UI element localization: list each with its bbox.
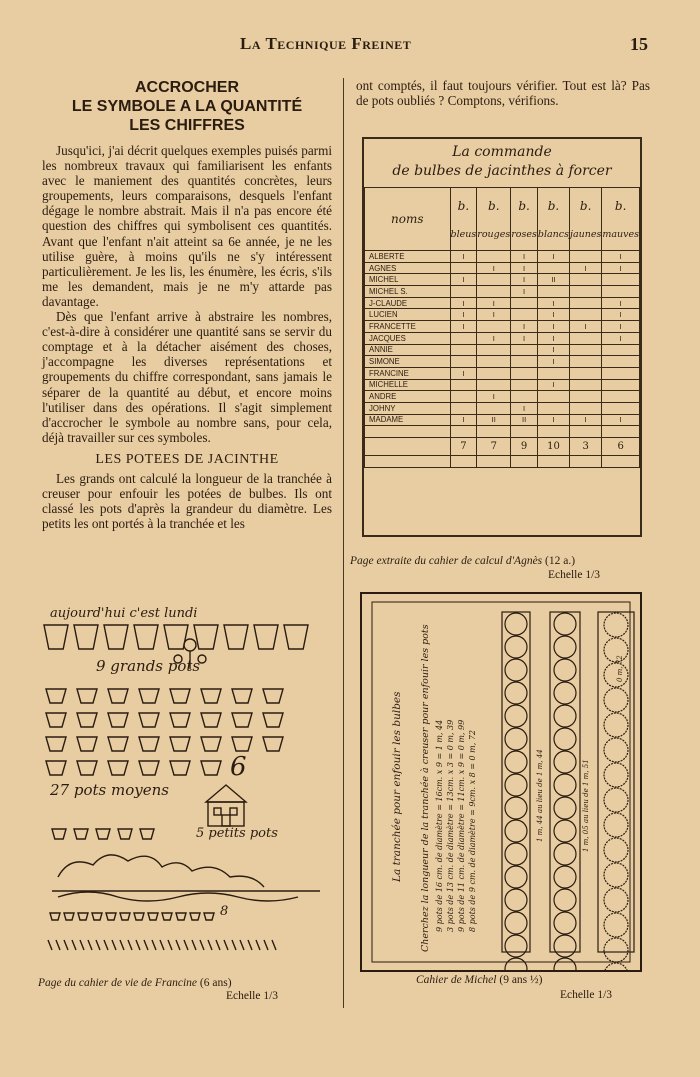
pot-circle — [505, 843, 527, 865]
pot-drawing — [201, 689, 221, 703]
tally-cell — [477, 344, 511, 356]
pot-drawing — [74, 625, 98, 649]
tally-cell: I — [537, 332, 569, 344]
tally-cell — [477, 379, 511, 391]
empty-cell — [602, 426, 640, 438]
tally-cell — [511, 297, 538, 309]
pot-drawing — [118, 829, 132, 839]
pot-drawing — [263, 689, 283, 703]
table-row — [365, 391, 640, 403]
tally-cell — [602, 379, 640, 391]
pot-drawing — [263, 713, 283, 727]
tally-cell — [602, 402, 640, 414]
pot-drawing — [104, 625, 128, 649]
table-header-row — [365, 188, 640, 251]
table-row — [365, 356, 640, 368]
table-row — [365, 286, 640, 298]
empty-cell — [570, 426, 602, 438]
pot-circle — [554, 889, 576, 911]
tally-cell — [570, 379, 602, 391]
michel-vertical-title: La tranchée pour enfouir les bulbes — [391, 691, 403, 882]
tally-cell — [477, 356, 511, 368]
tally-cell — [511, 344, 538, 356]
tally-cell — [511, 367, 538, 379]
drawing-text: 8 — [220, 904, 229, 919]
tally-cell — [570, 356, 602, 368]
table-row — [365, 309, 640, 321]
tally-cell: I — [570, 414, 602, 426]
pot-drawing — [254, 625, 278, 649]
pot-circle — [604, 838, 628, 862]
pot-circle — [505, 613, 527, 635]
pot-circle — [604, 763, 628, 787]
tally-cell — [537, 262, 569, 274]
pot-drawing — [44, 625, 68, 649]
pot-circle — [554, 659, 576, 681]
student-name: MICHEL — [365, 274, 451, 286]
tally-cell: I — [477, 332, 511, 344]
pot-drawing — [194, 625, 218, 649]
pot-circle — [604, 738, 628, 762]
left-column — [42, 78, 332, 531]
tally-cell: I — [450, 367, 477, 379]
strip-label: 1 m, 05 au lieu de 1 m, 51 — [582, 759, 590, 852]
tally-cell: I — [477, 391, 511, 403]
tally-cell — [537, 391, 569, 403]
pot-drawing — [46, 761, 66, 775]
paragraph-continued: ont comptés, il faut toujours vérifier. Tout est là? Pas de pots oubliés ? Comptons, vérifions. — [356, 78, 650, 108]
pot-drawing — [201, 737, 221, 751]
student-name: FRANCETTE — [365, 321, 451, 333]
michel-vertical-text: Cherchez la longueur de la tranchée à creuser pour enfouir les pots — [420, 624, 431, 952]
pot-drawing — [52, 829, 66, 839]
subheading: LES POTEES DE JACINTHE — [95, 451, 279, 467]
tally-cell — [450, 356, 477, 368]
francine-drawing — [38, 597, 338, 962]
tally-cell — [511, 309, 538, 321]
pot-circle — [505, 636, 527, 658]
tally-cell: I — [511, 286, 538, 298]
pot-drawing — [162, 913, 172, 920]
pot-drawing — [50, 913, 60, 920]
pot-drawing — [139, 761, 159, 775]
drawing-text: 27 pots moyens — [50, 781, 169, 799]
pot-drawing — [170, 737, 190, 751]
empty-cell — [477, 456, 511, 468]
pot-drawing — [284, 625, 308, 649]
pot-drawing — [77, 761, 97, 775]
tally-cell — [450, 402, 477, 414]
pot-circle — [604, 913, 628, 937]
student-name: MICHEL S. — [365, 286, 451, 298]
tally-cell: I — [511, 402, 538, 414]
title-line: LE SYMBOLE A LA QUANTITÉ — [71, 98, 303, 115]
pot-circle — [554, 843, 576, 865]
column-header: b. blancs — [537, 188, 569, 251]
tally-cell: I — [602, 251, 640, 263]
tally-cell — [477, 286, 511, 298]
pot-drawing — [232, 713, 252, 727]
tally-cell — [570, 274, 602, 286]
tally-cell — [450, 379, 477, 391]
pot-circle — [505, 958, 527, 972]
pot-drawing — [232, 737, 252, 751]
tally-cell: I — [450, 251, 477, 263]
pot-drawing — [77, 689, 97, 703]
empty-cell — [365, 456, 451, 468]
tally-cell: I — [450, 321, 477, 333]
spacer-row — [365, 456, 640, 468]
pot-circle — [505, 912, 527, 934]
tally-cell — [450, 391, 477, 403]
pot-drawing — [108, 761, 128, 775]
student-name: ALBERTE — [365, 251, 451, 263]
tally-cell — [602, 286, 640, 298]
tally-cell — [537, 367, 569, 379]
tally-cell: I — [511, 262, 538, 274]
table-row — [365, 344, 640, 356]
student-name: MADAME — [365, 414, 451, 426]
pot-drawing — [77, 737, 97, 751]
pot-circle — [554, 797, 576, 819]
title-line: LES CHIFFRES — [129, 117, 245, 134]
tally-cell: I — [477, 309, 511, 321]
drawing-text: 6 — [230, 752, 247, 782]
tally-cell: I — [450, 414, 477, 426]
empty-cell — [365, 438, 451, 456]
paragraph: Jusqu'ici, j'ai décrit quelques exemples puisés parmi les nombreux travaux qui familiarisent les enfants avec le maniement des quantités concrètes, leurs groupements, leurs comparaisons, desquels l'enfant dégage le nombre abstrait. Mais il n'a pas encore été question des chiffres qui symbolisent ces quantités. Avant que l'enfant n'ait atteint sa 6e année, je ne les utilise guère, à moins qu'ils ne s'y intéressent particulièrement. Je les lis, les énumère, les écris, s'ils me les demandent, mais je ne m'y attarde pas davantage. — [42, 143, 332, 309]
strip-label: 1 m, 44 au lieu de 1 m, 44 — [536, 749, 544, 842]
table-title-line: de bulbes de jacinthes à forcer — [392, 163, 612, 179]
tally-cell — [450, 344, 477, 356]
tally-cell: I — [537, 309, 569, 321]
tally-cell: I — [450, 274, 477, 286]
tally-cell: I — [511, 321, 538, 333]
pot-drawing — [92, 913, 102, 920]
pot-drawing — [201, 761, 221, 775]
table-caption: Page extraite du cahier de calcul d'Agnès (12 a.) — [350, 555, 576, 567]
tally-cell — [477, 251, 511, 263]
empty-cell — [537, 426, 569, 438]
student-name: J-CLAUDE — [365, 297, 451, 309]
pot-drawing — [139, 713, 159, 727]
michel-scale: Echelle 1/3 — [560, 989, 613, 1001]
tally-cell: II — [477, 414, 511, 426]
table-row — [365, 367, 640, 379]
table-row — [365, 297, 640, 309]
tally-cell: I — [511, 274, 538, 286]
tally-cell: I — [602, 297, 640, 309]
paragraph: Les grands ont calculé la longueur de la tranchée à creuser pour enfouir les potées de bulbes. Ils ont classé les pots d'après la grandeur du diamètre. Les petits les ont portés à la tranchée et les — [42, 470, 332, 532]
tally-cell: I — [602, 414, 640, 426]
pot-drawing — [78, 913, 88, 920]
tally-cell — [570, 367, 602, 379]
pot-circle — [554, 636, 576, 658]
pot-circle — [554, 613, 576, 635]
tally-cell: I — [602, 262, 640, 274]
tally-cell — [602, 356, 640, 368]
student-name: ANNIE — [365, 344, 451, 356]
spacer-row — [365, 426, 640, 438]
empty-cell — [537, 456, 569, 468]
tally-cell: I — [450, 297, 477, 309]
pot-drawing — [106, 913, 116, 920]
table-row — [365, 379, 640, 391]
pot-drawing — [224, 625, 248, 649]
pot-circle — [505, 935, 527, 957]
pot-circle — [604, 613, 628, 637]
column-header: b. bleus — [450, 188, 477, 251]
pot-drawing — [74, 829, 88, 839]
table-row — [365, 251, 640, 263]
pot-circle — [604, 938, 628, 962]
tally-cell — [602, 391, 640, 403]
michel-calc-line: 9 pots de 11 cm. de diamètre = 11cm. x 9 = 0 m, 99 — [457, 719, 466, 932]
tally-cell — [477, 367, 511, 379]
tally-cell — [450, 262, 477, 274]
tally-cell — [570, 391, 602, 403]
pot-drawing — [96, 829, 110, 839]
pot-circle — [554, 866, 576, 888]
tally-cell: I — [450, 309, 477, 321]
table-row — [365, 274, 640, 286]
paragraph: Dès que l'enfant arrive à abstraire les nombres, c'est-à-dire à considérer une quantité sans se servir du comptage et à la détacher aisément des choses, j'accompagne les diverses représentations et groupements du chiffre correspondant, sans jamais le séparer de la quantité au début, et encore moins l'utiliser dans des opérations. Il s'agit simplement d'accrocher le symbole au nombre sans, pour cela, déjà travailler sur ces symboles. — [42, 309, 332, 445]
column-header-names: noms — [365, 188, 451, 251]
tally-cell: I — [537, 344, 569, 356]
tally-cell — [570, 286, 602, 298]
tally-cell — [570, 309, 602, 321]
student-name: AGNES — [365, 262, 451, 274]
pot-drawing — [170, 713, 190, 727]
pot-circle — [554, 751, 576, 773]
student-name: ANDRE — [365, 391, 451, 403]
trench-strip — [502, 612, 530, 952]
tally-cell — [477, 321, 511, 333]
tally-cell: I — [511, 251, 538, 263]
empty-cell — [477, 426, 511, 438]
tally-cell — [570, 332, 602, 344]
table-title — [364, 139, 640, 188]
tally-cell: I — [602, 321, 640, 333]
empty-cell — [511, 456, 538, 468]
pot-circle — [505, 728, 527, 750]
student-name: MICHELLE — [365, 379, 451, 391]
tally-cell — [602, 344, 640, 356]
title-line: ACCROCHER — [135, 79, 239, 96]
student-name: FRANCINE — [365, 367, 451, 379]
pot-drawing — [120, 913, 130, 920]
tally-cell: I — [570, 321, 602, 333]
pot-drawing — [134, 625, 158, 649]
pot-circle — [505, 682, 527, 704]
column-header: b. roses — [511, 188, 538, 251]
total-cell: 9 — [511, 438, 538, 456]
pot-circle — [505, 774, 527, 796]
pot-circle — [505, 751, 527, 773]
pot-circle — [604, 813, 628, 837]
tally-cell — [450, 286, 477, 298]
pot-drawing — [108, 737, 128, 751]
tally-cell: I — [477, 297, 511, 309]
pot-circle — [604, 788, 628, 812]
student-name: LUCIEN — [365, 309, 451, 321]
tally-cell — [511, 356, 538, 368]
pot-circle — [554, 705, 576, 727]
table-row — [365, 262, 640, 274]
table-row — [365, 402, 640, 414]
pot-drawing — [139, 737, 159, 751]
tally-cell: I — [537, 321, 569, 333]
tally-cell — [450, 332, 477, 344]
tally-cell: I — [537, 414, 569, 426]
pot-circle — [554, 820, 576, 842]
pot-circle — [505, 797, 527, 819]
table-title-line: La commande — [452, 144, 552, 160]
tally-cell: I — [537, 297, 569, 309]
drawing-text: 5 petits pots — [196, 826, 278, 841]
table-row — [365, 332, 640, 344]
tally-cell — [570, 251, 602, 263]
tally-cell — [570, 344, 602, 356]
tally-cell — [511, 391, 538, 403]
tally-cell: I — [537, 356, 569, 368]
francine-caption: Page du cahier de vie de Francine (6 ans) — [38, 977, 232, 989]
tally-cell: I — [602, 309, 640, 321]
pot-circle — [554, 774, 576, 796]
pot-circle — [554, 682, 576, 704]
tally-cell: I — [477, 262, 511, 274]
pot-circle — [505, 820, 527, 842]
pot-drawing — [108, 689, 128, 703]
pot-drawing — [170, 689, 190, 703]
pot-circle — [554, 912, 576, 934]
pot-circle — [604, 863, 628, 887]
pot-drawing — [232, 689, 252, 703]
drawing-text: aujourd'hui c'est lundi — [50, 606, 198, 621]
pot-drawing — [190, 913, 200, 920]
table-row — [365, 321, 640, 333]
pot-drawing — [46, 713, 66, 727]
running-header: La Technique Freinet — [240, 34, 412, 53]
total-cell: 10 — [537, 438, 569, 456]
michel-caption: Cahier de Michel (9 ans ½) — [416, 974, 543, 986]
michel-drawing — [360, 592, 642, 972]
michel-calc-line: 3 pots de 13 cm. de diamètre = 13cm. x 3 = 0 m, 39 — [446, 719, 455, 932]
empty-cell — [365, 426, 451, 438]
tally-cell: II — [511, 414, 538, 426]
pot-circle — [505, 866, 527, 888]
totals-row — [365, 438, 640, 456]
drawing-text: 9 grands pots — [96, 657, 201, 675]
table-body — [365, 251, 640, 468]
empty-cell — [602, 456, 640, 468]
pot-drawing — [134, 913, 144, 920]
tally-cell: I — [602, 332, 640, 344]
michel-calc-line: 9 pots de 16 cm. de diamètre = 16cm. x 9 = 1 m, 44 — [435, 719, 444, 932]
empty-cell — [450, 456, 477, 468]
page-number: 15 — [630, 34, 648, 54]
tally-cell — [537, 402, 569, 414]
pot-drawing — [139, 689, 159, 703]
column-header: b. rouges — [477, 188, 511, 251]
michel-calc-line: 8 pots de 9 cm. de diamètre = 9cm. x 8 = 0 m, 72 — [468, 729, 477, 932]
tally-cell: I — [570, 262, 602, 274]
pot-drawing — [77, 713, 97, 727]
pot-drawing — [170, 761, 190, 775]
column-header: b. jaunes — [570, 188, 602, 251]
pot-circle — [505, 889, 527, 911]
order-grid — [364, 187, 640, 468]
tally-cell — [602, 367, 640, 379]
pot-circle — [554, 728, 576, 750]
francine-scale: Echelle 1/3 — [226, 990, 279, 1002]
pot-drawing — [201, 713, 221, 727]
student-name: SIMONE — [365, 356, 451, 368]
tally-cell — [477, 402, 511, 414]
pot-drawing — [108, 713, 128, 727]
pot-circle — [505, 659, 527, 681]
empty-cell — [511, 426, 538, 438]
tally-cell: I — [537, 251, 569, 263]
tally-cell — [602, 274, 640, 286]
order-table — [362, 137, 642, 537]
column-header: b. mauves — [602, 188, 640, 251]
student-name: JOHNY — [365, 402, 451, 414]
tally-cell — [537, 286, 569, 298]
pot-drawing — [148, 913, 158, 920]
column-divider — [343, 78, 344, 1008]
pot-circle — [554, 935, 576, 957]
tally-cell — [570, 297, 602, 309]
table-row — [365, 414, 640, 426]
tally-cell: I — [537, 379, 569, 391]
pot-circle — [554, 958, 576, 972]
pot-circle — [505, 705, 527, 727]
empty-cell — [450, 426, 477, 438]
article-title — [42, 78, 332, 135]
pot-drawing — [204, 913, 214, 920]
student-name: JACQUES — [365, 332, 451, 344]
total-cell: 3 — [570, 438, 602, 456]
pot-drawing — [176, 913, 186, 920]
total-cell: 6 — [602, 438, 640, 456]
pot-circle — [604, 688, 628, 712]
pot-circle — [604, 888, 628, 912]
pot-drawing — [140, 829, 154, 839]
tally-cell — [477, 274, 511, 286]
tally-cell: I — [511, 332, 538, 344]
empty-cell — [570, 456, 602, 468]
pot-circle — [604, 713, 628, 737]
pot-drawing — [46, 737, 66, 751]
pot-drawing — [64, 913, 74, 920]
tally-cell — [511, 379, 538, 391]
tally-cell — [570, 402, 602, 414]
pot-drawing — [263, 737, 283, 751]
total-cell: 7 — [477, 438, 511, 456]
strip-label: 0 m, 72 — [616, 655, 624, 682]
pot-drawing — [46, 689, 66, 703]
table-scale: Echelle 1/3 — [548, 569, 601, 581]
total-cell: 7 — [450, 438, 477, 456]
tally-cell: II — [537, 274, 569, 286]
